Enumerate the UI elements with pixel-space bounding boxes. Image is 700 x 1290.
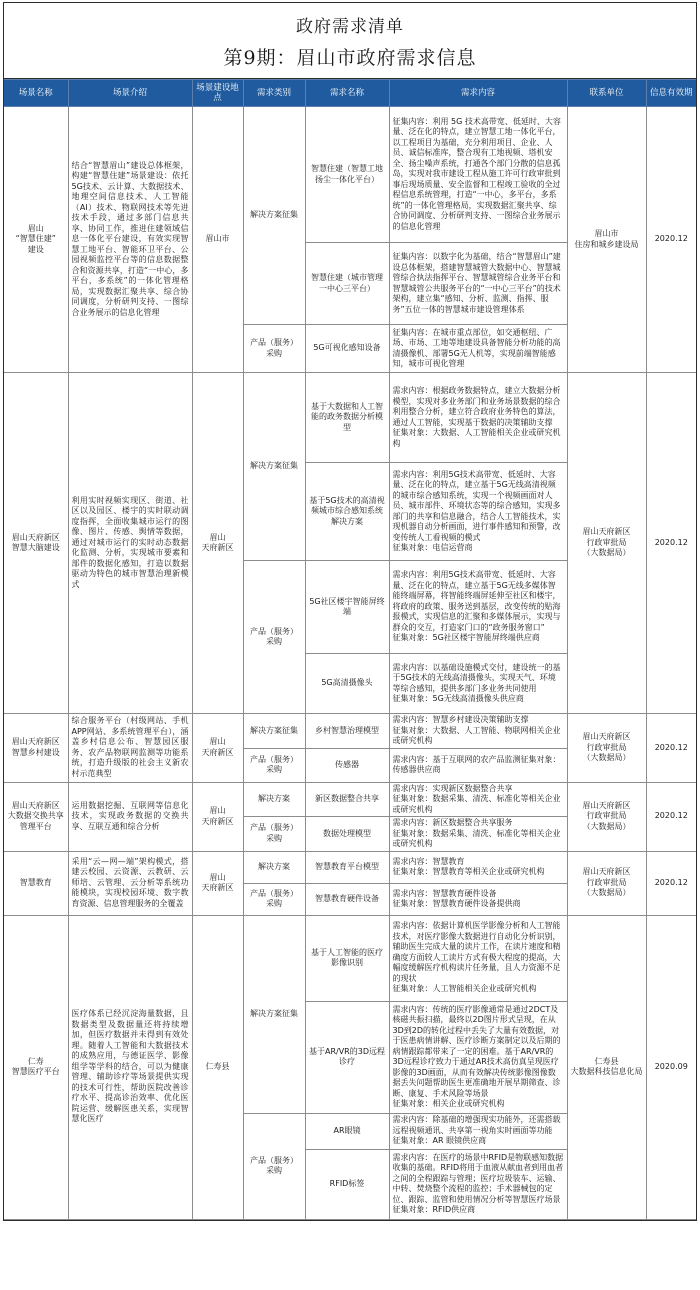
demand-content: 需求内容：除基础的增强现实功能外，还需搭载远程视频通讯、共享第一视角实时画面等功能 征集对象：AR 眼镜供应商 (389, 1113, 567, 1149)
table-header-row (4, 80, 696, 107)
demand-content: 需求内容：智慧乡村建设决策辅助支撑 征集对象：大数据、人工智能、物联网相关企业或研究机构 (389, 714, 567, 749)
column-header: 联系单位 (567, 80, 646, 107)
demand-content: 征集内容：在城市重点部位，如交通枢纽、广场、市场、工地等地建设具备智能分析功能的高清摄像机、部署5G无人机等，实现前端智能感知，城市可视化管理 (389, 325, 567, 373)
contact-unit: 眉山天府新区 行政审批局 （大数据局） (567, 373, 646, 714)
demand-content: 需求内容：利用5G技术高带宽、低延时、大容量、泛在化的特点，建立基于5G无线高清视频的城市综合感知系统，实现一个视频画面对人员、城市部件、环境状态等的综合感知，实现多部门的共享和信息融合，结合人工智能技术，实现机器自动分析画面，进行事件感知和预警，改变传统人工看视频的模式 征集对象：电信运营商 (389, 463, 567, 561)
column-header: 信息有效期 (646, 80, 696, 107)
scene-name: 智慧教育 (4, 851, 68, 915)
column-header: 需求名称 (305, 80, 389, 107)
scene-name: 眉山 “智慧住建” 建设 (4, 107, 68, 373)
demand-content: 需求内容：基于互联网的农产品监测征集对象：传感器供应商 (389, 748, 567, 782)
demand-content: 需求内容：在医疗的场景中RFID是物联感知数据收集的基础。RFID将用于血液从献血者到用血者之间的全程跟踪与管理；医疗垃圾装车、运输、中转、焚烧整个流程的监控；手术器械包的定位、跟踪、监管和使用情况分析等智慧医疗场景 征集对象：RFID供应商 (389, 1149, 567, 1219)
demand-content: 征集内容：以数字化为基础，结合“智慧眉山”建设总体框架，搭建智慧城管大数据中心、智慧城管综合执法指挥平台、智慧城管综合业务平台和智慧城管公共服务平台的“一中心三平台”的技术架构，建立集“感知、分析、监测、指挥、服务”五位一体的智慧城市建设管理体系 (389, 243, 567, 325)
scene-intro: 运用数据挖掘、互联网等信息化技术，实现政务数据的交换共享、互联互通和综合分析 (68, 782, 192, 851)
scene-name: 仁寿 智慧医疗平台 (4, 915, 68, 1219)
validity-period: 2020.09 (646, 915, 696, 1219)
validity-period: 2020.12 (646, 851, 696, 915)
demand-name: 数据处理模型 (305, 817, 389, 852)
demand-category: 产品（服务） 采购 (243, 1113, 305, 1219)
demand-category: 解决方案 (243, 782, 305, 817)
demand-name: AR眼镜 (305, 1113, 389, 1149)
demand-content: 需求内容：实现新区数据整合共享 征集对象：数据采集、清洗、标准化等相关企业或研究机构 (389, 782, 567, 817)
demand-name: 5G可视化感知设备 (305, 325, 389, 373)
demand-content: 需求内容：依据计算机医学影像分析和人工智能技术，对医疗影像大数据进行自动化分析识别，辅助医生完成大量的读片工作，在读片速度和精确度方面较人工读片方式有极大程度的提高，大幅度缓解医疗机构读片任务量，且人力资源不足的现状 征集对象：人工智能相关企业或研究机构 (389, 915, 567, 1001)
scene-location: 眉山 天府新区 (192, 714, 243, 783)
scene-intro: 采用“云—网—端”架构模式，搭建云校园、云资源、云教研、云师培、云管理、云分析等系统功能模块，实现校园环境、数字教育资源、信息管理服务的全覆盖 (68, 851, 192, 915)
contact-unit: 眉山天府新区 行政审批局 （大数据局） (567, 782, 646, 851)
demand-category: 解决方案征集 (243, 373, 305, 561)
demand-name: 基于AR/VR的3D远程诊疗 (305, 1001, 389, 1113)
demand-category: 产品（服务） 采购 (243, 817, 305, 852)
contact-unit: 眉山市 住房和城乡建设局 (567, 107, 646, 373)
table-row (4, 851, 696, 883)
demand-name: 智慧教育平台模型 (305, 851, 389, 883)
demand-name: 新区数据整合共享 (305, 782, 389, 817)
table-row (4, 107, 696, 243)
scene-intro: 综合服务平台（村级网站、手机APP网站、多系统管理平台），涵盖乡村信息公布、智慧园区服务、农产品物联网监测等功能系统，打造升级版的社会主义新农村示范典型 (68, 714, 192, 783)
table-body (4, 107, 696, 1220)
table-row (4, 782, 696, 817)
demand-name: 传感器 (305, 748, 389, 782)
demand-category: 产品（服务） 采购 (243, 325, 305, 373)
document-subtitle: 第9期：眉山市政府需求信息 (223, 47, 477, 69)
demand-content: 需求内容：新区数据整合共享服务 征集对象：数据采集、清洗、标准化等相关企业或研究机构 (389, 817, 567, 852)
demand-content: 需求内容：利用5G技术高带宽、低延时、大容量、泛在化的特点，建立基于5G无线多媒体智能终端屏幕，将智能终端屏延伸至社区和楼宇，将政府的政策、服务送到基层，改变传统的贴海报模式，实现信息的汇聚和多媒体展示，实现与群众的交互，打造家门口的“政务服务窗口” 征集对象：5G社区楼宇智能屏终端供应商 (389, 561, 567, 654)
table-row (4, 373, 696, 463)
scene-intro: 结合“智慧眉山”建设总体框架，构建“智慧住建”场景建设：依托 5G技术、云计算、大数据技术、地理空间信息技术、人工智能（AI）技术、物联网技术等先进技术手段，通过多部门信息共享、协同工作，推进住建领域信息一体化平台建设，有效实现智慧工地平台、智能环卫平台、公园视频监控平台等的信息数据整合和资源共享，打造“一中心，多平台，多系统”的一体化管理格局，实现数据汇聚共享、综合协同调度，分析研判支持、一图综合业务展示的信息化管理 (68, 107, 192, 373)
scene-name: 眉山天府新区 大数据交换共享管理平台 (4, 782, 68, 851)
scene-location: 眉山市 (192, 107, 243, 373)
scene-location: 眉山 天府新区 (192, 373, 243, 714)
demand-name: 基于5G技术的高清视频城市综合感知系统解决方案 (305, 463, 389, 561)
document-header (4, 3, 696, 79)
demand-category: 解决方案征集 (243, 714, 305, 749)
demand-content: 需求内容：以基础设施模式交付，建设统一的基于5G技术的无线高清摄像头，实现天气、环境等综合感知，提供多部门多业务共同使用 征集对象：5G无线高清摄像头供应商 (389, 654, 567, 714)
table-row (4, 714, 696, 749)
demand-name: 智慧教育硬件设备 (305, 883, 389, 915)
scene-location: 眉山 天府新区 (192, 782, 243, 851)
scene-name: 眉山天府新区 智慧大脑建设 (4, 373, 68, 714)
demand-category: 解决方案征集 (243, 915, 305, 1113)
demand-name: RFID标签 (305, 1149, 389, 1219)
contact-unit: 眉山天府新区 行政审批局 （大数据局） (567, 714, 646, 783)
demand-content: 需求内容：智慧教育 征集对象：智慧教育等相关企业或研究机构 (389, 851, 567, 883)
document-title: 政府需求清单 (296, 17, 404, 37)
validity-period: 2020.12 (646, 782, 696, 851)
scene-intro: 利用实时视频实现区、街道、社区以及园区、楼宇的实时联动调度指挥，全面收集城市运行的图像、图片、传感、舆情等数据，通过对城市运行的实时动态数据化监测、分析，实现城市要素和部件的数据化感知，打造以数据驱动为特色的城市智慧治理新模式 (68, 373, 192, 714)
demand-name: 智慧住建（城市管理一中心三平台） (305, 243, 389, 325)
demand-content: 征集内容：利用 5G 技术高带宽、低延时、大容量、泛在化的特点，建立智慧工地一体化平台，以工程项目为基础，充分利用项目、企业、人员、诚信标准库，整合现有工地视频、塔机安全、扬尘噪声系统，打通各个部门分散的信息孤岛，实现对我市建设工程从施工许可行政审批到事后现场质量、安全监督和工程竣工验收的全过程信息系统管理，打造“一中心，多平台，多系统”的一体化管理格局，实现数据汇聚共享、综合协同调度、分析研判支持、一图综合业务展示的信息化管理 (389, 107, 567, 243)
scene-name: 眉山天府新区 智慧乡村建设 (4, 714, 68, 783)
scene-location: 眉山 天府新区 (192, 851, 243, 915)
demand-name: 5G高清摄像头 (305, 654, 389, 714)
validity-period: 2020.12 (646, 107, 696, 373)
demand-name: 乡村智慧治理模型 (305, 714, 389, 749)
demand-content: 需求内容：智慧教育硬件设备 征集对象：智慧教育硬件设备提供商 (389, 883, 567, 915)
column-header: 场景建设地点 (192, 80, 243, 107)
scene-intro: 医疗体系已经沉淀海量数据，且数据类型及数据量还将持续增加，但医疗数据并未得到有效处理。随着人工智能和大数据技术的成熟应用，与德证医学、影像组学等学科的结合，可以为健康管理、辅助诊疗等场景提供实现的技术可行性，帮助医院改善诊疗水平、提高诊治效率、优化医院运营、缓解医患关系，实现智慧化医疗 (68, 915, 192, 1219)
demand-name: 基于人工智能的医疗影像识别 (305, 915, 389, 1001)
scene-location: 仁寿县 (192, 915, 243, 1219)
contact-unit: 眉山天府新区 行政审批局 （大数据局） (567, 851, 646, 915)
demand-category: 产品（服务） 采购 (243, 561, 305, 714)
demand-category: 产品（服务） 采购 (243, 883, 305, 915)
column-header: 场景介绍 (68, 80, 192, 107)
demand-category: 产品（服务） 采购 (243, 748, 305, 782)
validity-period: 2020.12 (646, 373, 696, 714)
column-header: 需求内容 (389, 80, 567, 107)
demand-category: 解决方案 (243, 851, 305, 883)
table-row (4, 915, 696, 1001)
demand-name: 基于大数据和人工智能的政务数据分析模型 (305, 373, 389, 463)
demand-category: 解决方案征集 (243, 107, 305, 325)
column-header: 需求类别 (243, 80, 305, 107)
demand-name: 5G社区楼宇智能屏终端 (305, 561, 389, 654)
demand-list-document (3, 2, 697, 1221)
contact-unit: 仁寿县 大数据科技信息化局 (567, 915, 646, 1219)
column-header: 场景名称 (4, 80, 68, 107)
demand-name: 智慧住建（智慧工地扬尘一体化平台） (305, 107, 389, 243)
validity-period: 2020.12 (646, 714, 696, 783)
demand-content: 需求内容：传统的医疗影像通常是通过2DCT及核磁共振扫描，最终以2D图片形式呈现，在从3D到2D的转化过程中丢失了大量有效数据，对于医患病情讲解、医疗诊断方案制定以及后期的病情跟踪都带来了一定的困难。基于AR/VR的3D远程诊疗致力于通过AR技术高仿真呈现医疗影像的3D画面，从而有效解决传统影像图像数据丢失问题帮助医生更准确地开展早期筛查、诊断、康复、手术风险等场景 征集对象：相关企业或研究机构 (389, 1001, 567, 1113)
demand-content: 需求内容：根据政务数据特点，建立大数据分析模型，实现对多业务部门和业务场景数据的综合利用整合分析，建立符合政府业务特色的算法，通过人工智能，实现基于数据的决策辅助支撑 征集对象：大数据、人工智能相关企业或研究机构 (389, 373, 567, 463)
demand-table (4, 79, 696, 1220)
